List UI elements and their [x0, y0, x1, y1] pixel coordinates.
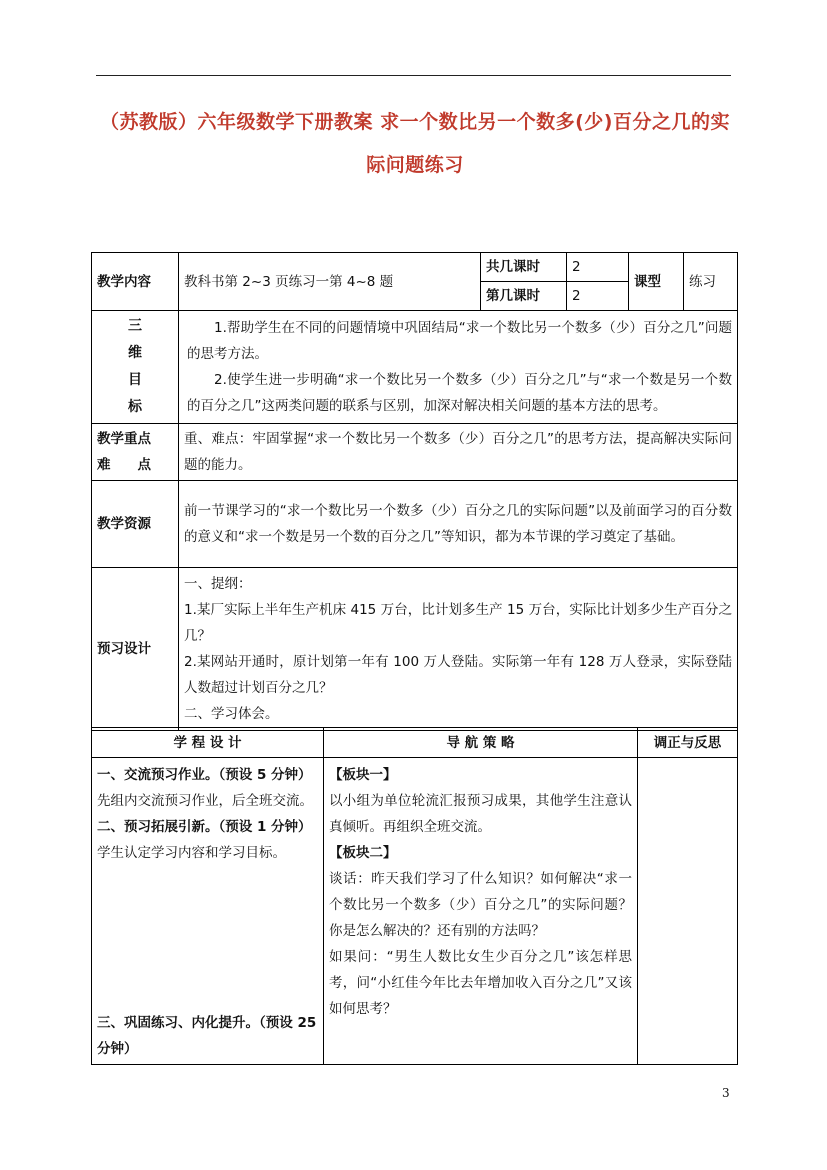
- lesson-type-label: 课型: [629, 253, 684, 311]
- resources-text: 前一节课学习的“求一个数比另一个数多（少）百分之几的实际问题”以及前面学习的百分数的意义和“求一个数是另一个数的百分之几”等知识，都为本节课的学习奠定了基础。: [179, 481, 738, 568]
- preview-label: 预习设计: [92, 568, 179, 731]
- preview-text: 一、提纲： 1.某厂实际上半年生产机床 415 万台，比计划多生产 15 万台，实际比计划多少生产百分之几？ 2.某网站开通时，原计划第一年有 100 万人登陆。实际第一年有 128 万人登录，实际登陆人数超过计划百分之几？ 二、学习体会。: [179, 568, 738, 731]
- keypoints-text: 重、难点：牢固掌握“求一个数比另一个数多（少）百分之几”的思考方法，提高解决实际问题的能力。: [179, 424, 738, 481]
- lesson-type-value: 练习: [684, 253, 738, 311]
- lesson-design-table: [91, 727, 738, 1065]
- goals-label: 三 维 目 标: [92, 311, 179, 424]
- document-title-line2: 际问题练习: [366, 154, 464, 176]
- reflection-col-header: 调正与反思: [638, 728, 738, 758]
- design-step3-title: 三、巩固练习、内化提升。（预设 25 分钟）: [97, 1015, 317, 1057]
- strategy-col-header: 导 航 策 略: [324, 728, 638, 758]
- reflection-cell: [638, 758, 738, 1065]
- total-lessons-label: 共几课时: [481, 253, 567, 282]
- current-lesson-value: 2: [567, 282, 629, 311]
- content-label: 教学内容: [92, 253, 179, 311]
- resources-label: 教学资源: [92, 481, 179, 568]
- design-col-header: 学 程 设 计: [92, 728, 324, 758]
- total-lessons-value: 2: [567, 253, 629, 282]
- document-title-line1: （苏教版）六年级数学下册教案 求一个数比另一个数多(少)百分之几的实: [100, 111, 730, 133]
- page-number: 3: [722, 1086, 730, 1100]
- content-value: 教科书第 2~3 页练习一第 4~8 题: [179, 253, 481, 311]
- keypoints-label: 教学重点 难 点: [92, 424, 179, 481]
- current-lesson-label: 第几课时: [481, 282, 567, 311]
- strategy-blocks: 【板块一】 以小组为单位轮流汇报预习成果，其他学生注意认真倾听。再组织全班交流。 【板块二】 谈话：昨天我们学习了什么知识？如何解决“求一个数比另一个数多（少）百分之几”的实际问题？你是怎么解决的？还有别的方法吗？ 如果问：“男生人数比女生少百分之几”该怎样思考，问“小红佳今年比去年增加收入百分之几”又该如何思考？: [324, 758, 638, 1065]
- lesson-plan-table: [91, 252, 738, 731]
- design-steps: 一、交流预习作业。（预设 5 分钟） 先组内交流预习作业，后全班交流。 二、预习拓展引新。（预设 1 分钟） 学生认定学习内容和学习目标。 三、巩固练习、内化提升。（预设 25 分钟）: [92, 758, 324, 1065]
- header-rule: [96, 75, 731, 76]
- goals-text: 1.帮助学生在不同的问题情境中巩固结局“求一个数比另一个数多（少）百分之几”问题的思考方法。 2.使学生进一步明确“求一个数比另一个数多（少）百分之几”与“求一个数是另一个数的百分之几”这两类问题的联系与区别，加深对解决相关问题的基本方法的思考。: [179, 311, 738, 424]
